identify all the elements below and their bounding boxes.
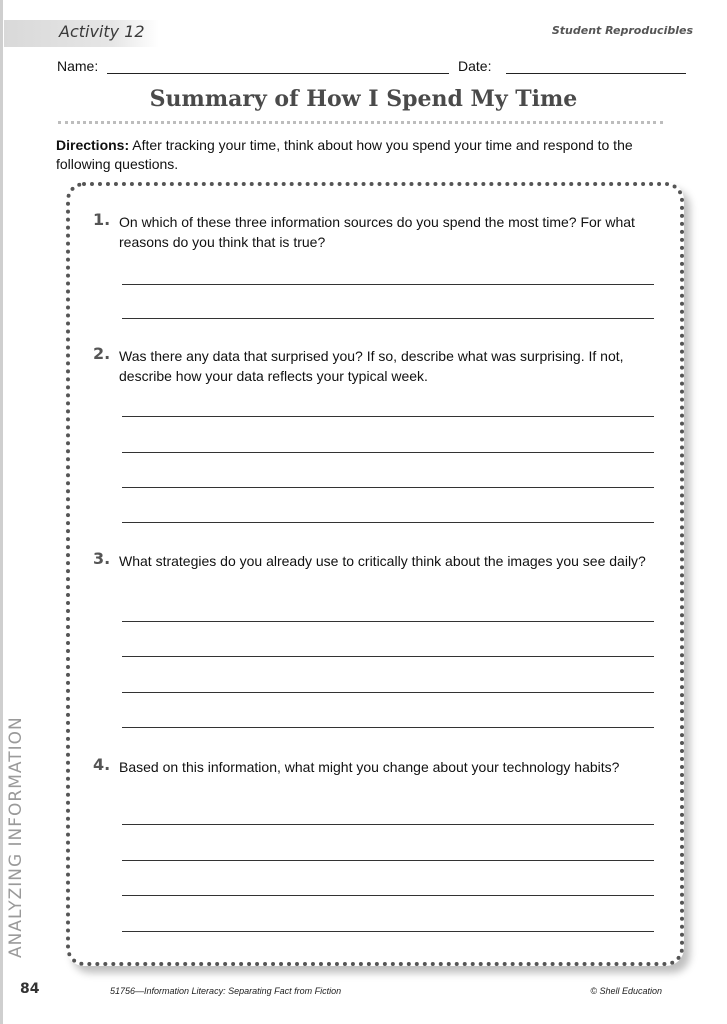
answer-line[interactable] [122, 656, 654, 657]
answer-line[interactable] [122, 318, 654, 319]
answer-line[interactable] [122, 621, 654, 622]
footer-book-title: 51756—Information Literacy: Separating Fact from Fiction [110, 986, 342, 996]
answer-line[interactable] [122, 284, 654, 285]
side-section-label: ANALYZING INFORMATION [6, 716, 26, 958]
directions-text: After tracking your time, think about how you spend your time and respond to the following questions. [56, 137, 633, 172]
name-date-row [57, 58, 697, 78]
question-number: 4. [93, 755, 111, 774]
name-field[interactable] [107, 73, 449, 74]
page-number: 84 [20, 981, 40, 997]
question-text: What strategies do you already use to critically think about the images you see daily? [119, 553, 646, 569]
title-divider [58, 121, 663, 124]
activity-label: Activity 12 [59, 22, 145, 41]
answer-line[interactable] [122, 860, 654, 861]
date-field[interactable] [506, 73, 686, 74]
question-number: 1. [93, 210, 111, 229]
date-label: Date: [458, 58, 492, 74]
question-text: Was there any data that surprised you? If so, describe what was surprising. If not, describe how your data reflects your typical week. [119, 348, 624, 384]
name-label: Name: [57, 58, 99, 74]
answer-line[interactable] [122, 727, 654, 728]
answer-line[interactable] [122, 452, 654, 453]
answer-line[interactable] [122, 487, 654, 488]
answer-line[interactable] [122, 931, 654, 932]
answer-line[interactable] [122, 895, 654, 896]
question-text: Based on this information, what might you change about your technology habits? [119, 759, 620, 775]
section-label: Student Reproducibles [551, 24, 693, 37]
page-edge [0, 0, 3, 1024]
question-number: 3. [93, 549, 111, 568]
answer-line[interactable] [122, 692, 654, 693]
answer-line[interactable] [122, 522, 654, 523]
question-text: On which of these three information sources do you spend the most time? For what reasons do you think that is true? [119, 214, 635, 250]
footer-copyright: © Shell Education [590, 986, 662, 996]
questions-box [66, 182, 684, 966]
directions [56, 136, 686, 174]
question-number: 2. [93, 344, 111, 363]
answer-line[interactable] [122, 824, 654, 825]
directions-lead: Directions: [56, 137, 130, 153]
page-title: Summary of How I Spend My Time [149, 86, 578, 112]
answer-line[interactable] [122, 416, 654, 417]
